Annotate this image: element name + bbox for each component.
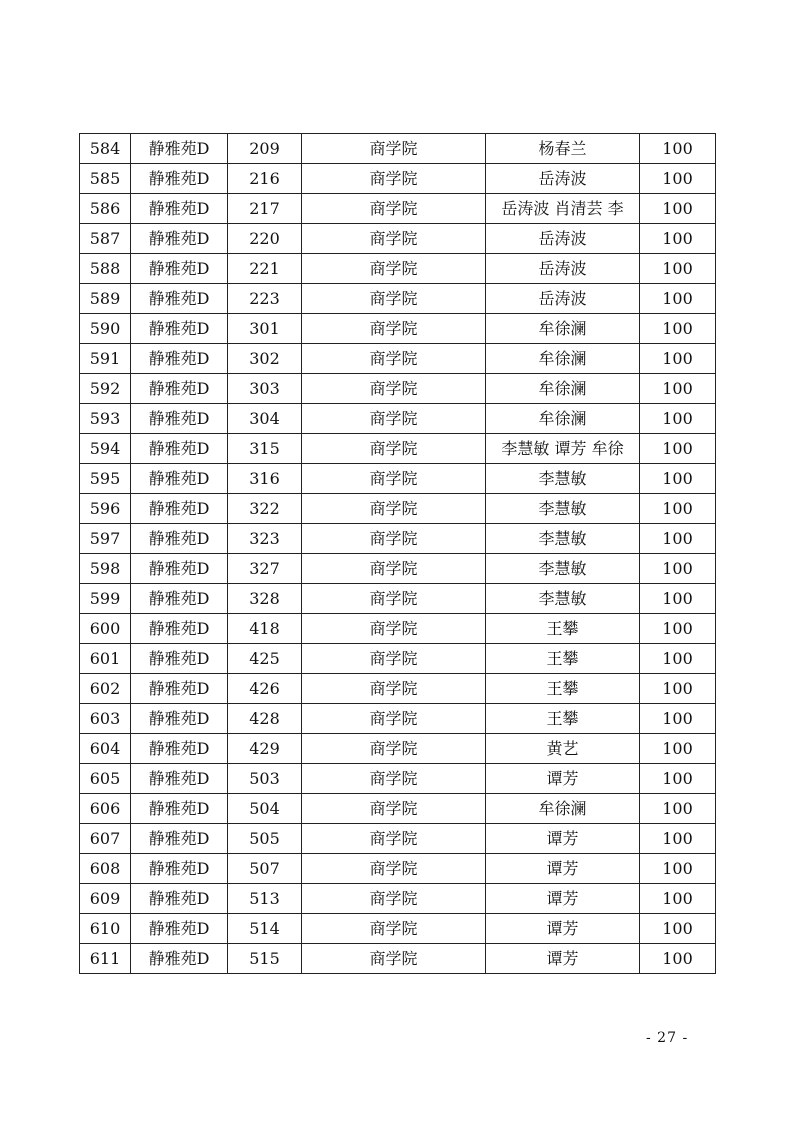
cell-room: 328: [228, 584, 302, 614]
cell-score: 100: [640, 554, 716, 584]
cell-name: [486, 914, 640, 944]
cell-room: 301: [228, 314, 302, 344]
cell-college: 商学院: [302, 704, 486, 734]
cell-building: 静雅苑D: [131, 644, 228, 674]
dormitory-score-table: [79, 133, 716, 974]
cell-score: 100: [640, 944, 716, 974]
cell-building: 静雅苑D: [131, 344, 228, 374]
cell-name: [486, 854, 640, 884]
cell-room: 304: [228, 404, 302, 434]
cell-score: 100: [640, 464, 716, 494]
cell-name-text: 谭芳: [546, 948, 579, 968]
cell-name-text: 李慧敏: [538, 558, 587, 578]
cell-name: [486, 164, 640, 194]
cell-name-text: 牟徐澜: [538, 408, 587, 428]
cell-room: 221: [228, 254, 302, 284]
cell-room: 327: [228, 554, 302, 584]
cell-number: 587: [80, 224, 131, 254]
cell-building: 静雅苑D: [131, 134, 228, 164]
table-row: [80, 824, 716, 854]
cell-name: [486, 254, 640, 284]
cell-name: [486, 434, 640, 464]
cell-number: 597: [80, 524, 131, 554]
cell-number: 603: [80, 704, 131, 734]
cell-number: 593: [80, 404, 131, 434]
cell-score: 100: [640, 734, 716, 764]
cell-score: 100: [640, 254, 716, 284]
cell-room: 323: [228, 524, 302, 554]
cell-college: 商学院: [302, 734, 486, 764]
cell-score: 100: [640, 194, 716, 224]
table-row: [80, 554, 716, 584]
table-row: [80, 254, 716, 284]
cell-college: 商学院: [302, 434, 486, 464]
table-row: [80, 494, 716, 524]
table-row: [80, 134, 716, 164]
table-row: [80, 614, 716, 644]
cell-name: [486, 134, 640, 164]
cell-building: 静雅苑D: [131, 254, 228, 284]
cell-name-text: 岳涛波 肖清芸 李: [501, 198, 624, 218]
cell-score: 100: [640, 524, 716, 554]
cell-number: 601: [80, 644, 131, 674]
cell-name-text: 黄艺: [546, 738, 579, 758]
cell-number: 606: [80, 794, 131, 824]
cell-room: 216: [228, 164, 302, 194]
cell-building: 静雅苑D: [131, 824, 228, 854]
cell-name-text: 岳涛波: [538, 258, 587, 278]
cell-name: [486, 524, 640, 554]
cell-room: 429: [228, 734, 302, 764]
cell-score: 100: [640, 644, 716, 674]
cell-score: 100: [640, 134, 716, 164]
cell-college: 商学院: [302, 254, 486, 284]
table-row: [80, 164, 716, 194]
cell-college: 商学院: [302, 914, 486, 944]
table-row: [80, 524, 716, 554]
cell-college: 商学院: [302, 194, 486, 224]
cell-score: 100: [640, 404, 716, 434]
cell-name-text: 岳涛波: [538, 288, 587, 308]
cell-college: 商学院: [302, 764, 486, 794]
cell-college: 商学院: [302, 674, 486, 704]
cell-number: 608: [80, 854, 131, 884]
cell-building: 静雅苑D: [131, 854, 228, 884]
cell-name-text: 岳涛波: [538, 228, 587, 248]
cell-college: 商学院: [302, 794, 486, 824]
cell-building: 静雅苑D: [131, 914, 228, 944]
table-row: [80, 734, 716, 764]
cell-score: 100: [640, 884, 716, 914]
cell-score: 100: [640, 314, 716, 344]
cell-building: 静雅苑D: [131, 764, 228, 794]
cell-name: [486, 644, 640, 674]
cell-name: [486, 284, 640, 314]
cell-building: 静雅苑D: [131, 494, 228, 524]
cell-number: 589: [80, 284, 131, 314]
cell-college: 商学院: [302, 374, 486, 404]
table-body: [80, 134, 716, 974]
cell-score: 100: [640, 764, 716, 794]
cell-room: 505: [228, 824, 302, 854]
cell-room: 322: [228, 494, 302, 524]
cell-name: [486, 704, 640, 734]
table-row: [80, 674, 716, 704]
cell-college: 商学院: [302, 494, 486, 524]
cell-name: [486, 314, 640, 344]
cell-score: 100: [640, 914, 716, 944]
cell-room: 514: [228, 914, 302, 944]
cell-building: 静雅苑D: [131, 584, 228, 614]
cell-number: 585: [80, 164, 131, 194]
table-row: [80, 914, 716, 944]
cell-score: 100: [640, 794, 716, 824]
cell-number: 590: [80, 314, 131, 344]
table-row: [80, 224, 716, 254]
cell-room: 220: [228, 224, 302, 254]
cell-number: 591: [80, 344, 131, 374]
cell-room: 302: [228, 344, 302, 374]
cell-name-text: 杨春兰: [538, 138, 587, 158]
cell-name-text: 李慧敏 谭芳 牟徐: [501, 438, 624, 458]
cell-college: 商学院: [302, 134, 486, 164]
cell-score: 100: [640, 854, 716, 884]
table-row: [80, 404, 716, 434]
cell-number: 588: [80, 254, 131, 284]
cell-name: [486, 404, 640, 434]
cell-college: 商学院: [302, 464, 486, 494]
cell-name: [486, 344, 640, 374]
cell-name-text: 牟徐澜: [538, 318, 587, 338]
table-row: [80, 434, 716, 464]
cell-number: 596: [80, 494, 131, 524]
cell-score: 100: [640, 704, 716, 734]
cell-building: 静雅苑D: [131, 404, 228, 434]
dormitory-score-table-wrapper: [79, 133, 715, 974]
cell-college: 商学院: [302, 854, 486, 884]
cell-number: 610: [80, 914, 131, 944]
cell-room: 428: [228, 704, 302, 734]
cell-score: 100: [640, 224, 716, 254]
cell-college: 商学院: [302, 284, 486, 314]
cell-college: 商学院: [302, 554, 486, 584]
cell-score: 100: [640, 164, 716, 194]
cell-college: 商学院: [302, 344, 486, 374]
cell-building: 静雅苑D: [131, 674, 228, 704]
cell-number: 609: [80, 884, 131, 914]
cell-building: 静雅苑D: [131, 224, 228, 254]
cell-room: 316: [228, 464, 302, 494]
cell-name: [486, 464, 640, 494]
table-row: [80, 464, 716, 494]
cell-number: 600: [80, 614, 131, 644]
cell-number: 594: [80, 434, 131, 464]
cell-building: 静雅苑D: [131, 554, 228, 584]
cell-room: 504: [228, 794, 302, 824]
cell-room: 503: [228, 764, 302, 794]
cell-room: 217: [228, 194, 302, 224]
cell-college: 商学院: [302, 884, 486, 914]
cell-college: 商学院: [302, 224, 486, 254]
cell-building: 静雅苑D: [131, 314, 228, 344]
table-row: [80, 854, 716, 884]
cell-room: 223: [228, 284, 302, 314]
cell-score: 100: [640, 344, 716, 374]
cell-name: [486, 614, 640, 644]
cell-room: 315: [228, 434, 302, 464]
table-row: [80, 794, 716, 824]
cell-number: 595: [80, 464, 131, 494]
cell-name: [486, 794, 640, 824]
cell-college: 商学院: [302, 944, 486, 974]
cell-number: 599: [80, 584, 131, 614]
table-row: [80, 644, 716, 674]
cell-building: 静雅苑D: [131, 164, 228, 194]
cell-college: 商学院: [302, 614, 486, 644]
cell-college: 商学院: [302, 824, 486, 854]
cell-name: [486, 374, 640, 404]
cell-room: 418: [228, 614, 302, 644]
cell-score: 100: [640, 674, 716, 704]
cell-building: 静雅苑D: [131, 434, 228, 464]
cell-name-text: 李慧敏: [538, 528, 587, 548]
cell-score: 100: [640, 374, 716, 404]
cell-room: 507: [228, 854, 302, 884]
cell-college: 商学院: [302, 314, 486, 344]
table-row: [80, 584, 716, 614]
table-row: [80, 344, 716, 374]
cell-building: 静雅苑D: [131, 614, 228, 644]
cell-name-text: 王攀: [546, 708, 579, 728]
cell-room: 303: [228, 374, 302, 404]
cell-number: 592: [80, 374, 131, 404]
cell-number: 611: [80, 944, 131, 974]
cell-room: 515: [228, 944, 302, 974]
cell-building: 静雅苑D: [131, 464, 228, 494]
cell-score: 100: [640, 494, 716, 524]
cell-name-text: 谭芳: [546, 828, 579, 848]
cell-name-text: 牟徐澜: [538, 378, 587, 398]
table-row: [80, 374, 716, 404]
cell-name-text: 牟徐澜: [538, 348, 587, 368]
cell-name-text: 王攀: [546, 618, 579, 638]
cell-number: 605: [80, 764, 131, 794]
cell-name: [486, 764, 640, 794]
cell-name-text: 王攀: [546, 678, 579, 698]
cell-room: 209: [228, 134, 302, 164]
cell-number: 584: [80, 134, 131, 164]
page-number: - 27 -: [646, 1030, 689, 1046]
cell-college: 商学院: [302, 524, 486, 554]
cell-number: 602: [80, 674, 131, 704]
cell-college: 商学院: [302, 404, 486, 434]
table-row: [80, 944, 716, 974]
cell-number: 607: [80, 824, 131, 854]
cell-score: 100: [640, 584, 716, 614]
cell-building: 静雅苑D: [131, 524, 228, 554]
table-row: [80, 194, 716, 224]
cell-name-text: 谭芳: [546, 768, 579, 788]
cell-score: 100: [640, 614, 716, 644]
cell-name: [486, 224, 640, 254]
cell-building: 静雅苑D: [131, 284, 228, 314]
cell-building: 静雅苑D: [131, 944, 228, 974]
cell-name: [486, 494, 640, 524]
cell-score: 100: [640, 824, 716, 854]
cell-name: [486, 884, 640, 914]
cell-name: [486, 554, 640, 584]
table-row: [80, 314, 716, 344]
cell-number: 604: [80, 734, 131, 764]
cell-building: 静雅苑D: [131, 794, 228, 824]
cell-name-text: 谭芳: [546, 918, 579, 938]
cell-name: [486, 944, 640, 974]
cell-name: [486, 734, 640, 764]
cell-number: 586: [80, 194, 131, 224]
cell-college: 商学院: [302, 584, 486, 614]
cell-score: 100: [640, 434, 716, 464]
cell-name: [486, 674, 640, 704]
cell-name-text: 牟徐澜: [538, 798, 587, 818]
cell-building: 静雅苑D: [131, 734, 228, 764]
cell-building: 静雅苑D: [131, 194, 228, 224]
cell-name: [486, 584, 640, 614]
table-row: [80, 884, 716, 914]
cell-name-text: 谭芳: [546, 858, 579, 878]
cell-name-text: 李慧敏: [538, 498, 587, 518]
cell-building: 静雅苑D: [131, 884, 228, 914]
cell-name-text: 岳涛波: [538, 168, 587, 188]
cell-name-text: 王攀: [546, 648, 579, 668]
table-row: [80, 764, 716, 794]
cell-number: 598: [80, 554, 131, 584]
cell-name: [486, 194, 640, 224]
table-row: [80, 284, 716, 314]
cell-name-text: 谭芳: [546, 888, 579, 908]
cell-college: 商学院: [302, 644, 486, 674]
cell-name-text: 李慧敏: [538, 468, 587, 488]
cell-room: 425: [228, 644, 302, 674]
cell-room: 513: [228, 884, 302, 914]
cell-building: 静雅苑D: [131, 704, 228, 734]
cell-building: 静雅苑D: [131, 374, 228, 404]
cell-score: 100: [640, 284, 716, 314]
cell-name-text: 李慧敏: [538, 588, 587, 608]
cell-room: 426: [228, 674, 302, 704]
table-row: [80, 704, 716, 734]
cell-name: [486, 824, 640, 854]
cell-college: 商学院: [302, 164, 486, 194]
